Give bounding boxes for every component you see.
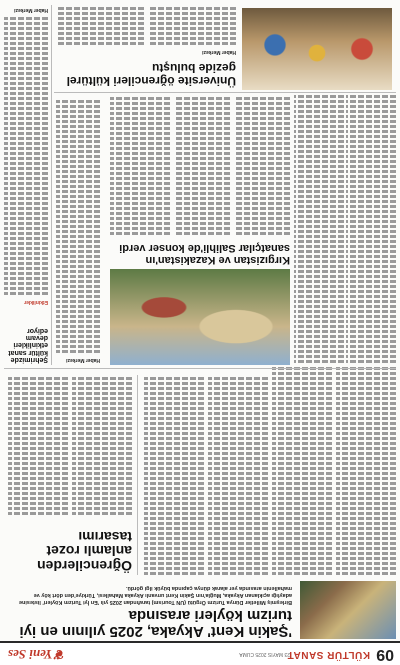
middle-article-photo <box>110 269 290 365</box>
top-article-column-3 <box>208 375 268 575</box>
bottom-article-photo <box>242 8 392 90</box>
bottom-article-column-1 <box>150 5 236 45</box>
side-article-byline: Haber Merkezi <box>14 7 48 13</box>
bottom-article-headline: Üniversite öğrencileri kültürel gezide buluştu <box>66 61 236 88</box>
side-article-headline: Şehrimizde kültür sanat etkinlikleri devam ediyor <box>8 326 48 363</box>
section-title: KÜLTÜR SANAT <box>287 649 370 660</box>
bottom-article-column-2 <box>58 5 144 45</box>
bottom-article-byline: Haber Merkezi <box>202 49 236 55</box>
middle-article-byline: Haber Merkezi <box>66 357 100 363</box>
middle-article-headline: Kırgızistan ve Kazakistan'ın sanatçılar Salihli'de konser verdi <box>119 242 290 266</box>
side-divider <box>51 5 52 365</box>
top-article-column-2 <box>272 365 332 575</box>
left-article-column-1 <box>72 375 132 515</box>
top-article-column-1 <box>336 365 396 575</box>
logo-text: Yeni Ses <box>8 647 53 662</box>
section-divider <box>4 368 396 369</box>
page-number: 09 <box>376 646 394 663</box>
issue-date: 23 MAYIS 2025 CUMA <box>239 651 290 657</box>
newspaper-logo <box>8 646 65 662</box>
middle-article-column-2 <box>294 93 344 363</box>
middle-article-column-4 <box>174 95 230 235</box>
top-article-headline: 'Şakin Kent' Akyaka, 2025 yılının en iyi turizm köyleri arasında <box>19 607 292 640</box>
top-article-subhead: Birleşmiş Milletler Dünya Turizm Örgütü (UN Tourism) tarafından 2025 yılı 'En İyi Turizm Köyleri' listesine adaylığı açıklanan Akyaka, Muğla'nın Şakin Kent unvanlı Akyaka Mahallesi, Türkiye'den dört köy ve mahallenin arasında yer alarak dünya çapında büyük ilgi gördü. <box>18 585 292 605</box>
middle-article-column-6 <box>56 95 100 353</box>
side-article-crosshead: Etkinlikler <box>24 299 48 305</box>
column-divider <box>137 375 138 575</box>
top-article-photo <box>300 581 396 639</box>
side-article-column <box>4 15 48 295</box>
middle-article-column-5 <box>110 95 170 235</box>
middle-article-column-3 <box>234 95 290 235</box>
left-article-headline: Öğrencilerden anlamlı rozet tasarımı <box>37 528 132 574</box>
masthead <box>0 641 400 665</box>
middle-article-column-1 <box>346 93 396 363</box>
logo-icon: ❦ <box>54 647 66 662</box>
top-article-column-4 <box>144 375 204 575</box>
left-article-column-2 <box>8 375 68 515</box>
bottom-divider <box>54 92 396 93</box>
